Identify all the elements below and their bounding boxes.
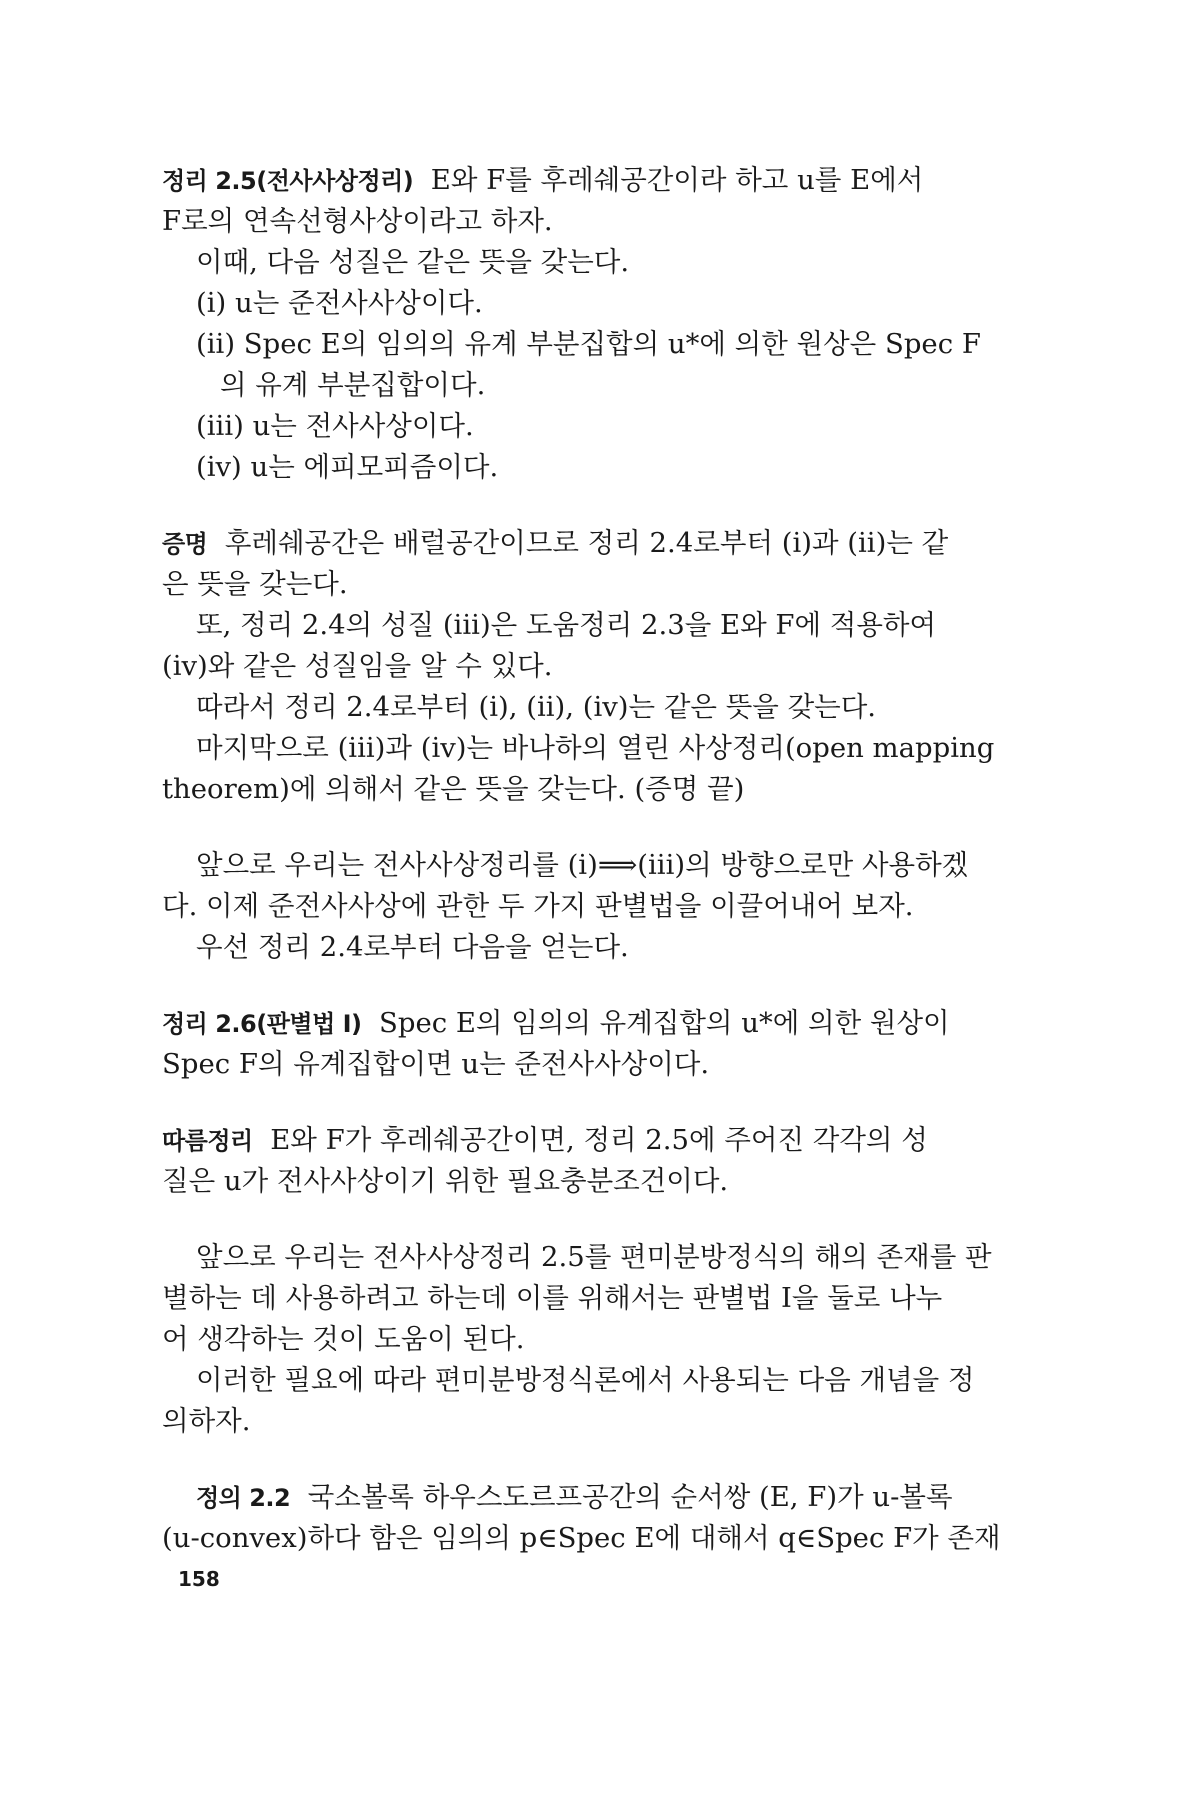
paragraph-2-line-1: 앞으로 우리는 전사사상정리 2.5를 편미분방정식의 해의 존재를 판 (196, 1241, 992, 1273)
spacer (162, 1442, 1035, 1477)
corollary-label: 따름정리 (162, 1127, 253, 1155)
theorem-2-5-line-3: 이때, 다음 성질은 같은 뜻을 갖는다. (196, 246, 630, 278)
definition-2-2-label: 정의 2.2 (196, 1484, 291, 1512)
proof-line-2: 은 뜻을 갖는다. (162, 568, 348, 600)
spacer (162, 1202, 1035, 1237)
paragraph-2-line-5: 의하자. (162, 1405, 251, 1437)
theorem-2-5-label: 정리 2.5(전사사상정리) (162, 167, 414, 195)
proof-label: 증명 (162, 530, 208, 558)
theorem-2-5-item-ii-cont: 의 유계 부분집합이다. (220, 369, 486, 401)
page-number: 158 (178, 1567, 220, 1591)
theorem-2-6-text: Spec E의 임의의 유계집합의 u*에 의한 원상이 (379, 1007, 950, 1039)
definition-2-2-line-2: (u-convex)하다 함은 임의의 p∈Spec E에 대해서 q∈Spec F가 존재 (162, 1522, 1001, 1554)
paragraph-2-line-3: 어 생각하는 것이 도움이 된다. (162, 1323, 525, 1355)
theorem-2-6-line-1 (162, 1003, 1035, 1044)
proof-text: 후레쉐공간은 배럴공간이므로 정리 2.4로부터 (i)과 (ii)는 같 (224, 527, 949, 559)
proof-line-5: 따라서 정리 2.4로부터 (i), (ii), (iv)는 같은 뜻을 갖는다. (196, 691, 877, 723)
proof-line-7: theorem)에 의해서 같은 뜻을 갖는다. (증명 끝) (162, 773, 745, 805)
proof-line-1 (162, 523, 1035, 564)
definition-2-2-line-1 (162, 1477, 1035, 1518)
theorem-2-6-line-2: Spec F의 유계집합이면 u는 준전사사상이다. (162, 1048, 710, 1080)
paragraph-1-line-1: 앞으로 우리는 전사사상정리를 (i)⟹(iii)의 방향으로만 사용하겠 (196, 849, 969, 881)
proof-line-6: 마지막으로 (iii)과 (iv)는 바나하의 열린 사상정리(open mapping (196, 732, 995, 764)
spacer (162, 810, 1035, 845)
theorem-2-5-item-iv: (iv) u는 에피모피즘이다. (196, 451, 499, 483)
theorem-2-5-line-2: F로의 연속선형사상이라고 하자. (162, 205, 553, 237)
theorem-2-5-line-1 (162, 160, 1035, 201)
paragraph-1-line-3: 우선 정리 2.4로부터 다음을 얻는다. (196, 931, 629, 963)
corollary-text: E와 F가 후레쉐공간이면, 정리 2.5에 주어진 각각의 성 (270, 1124, 928, 1156)
proof-line-4: (iv)와 같은 성질임을 알 수 있다. (162, 650, 553, 682)
paragraph-2-line-2: 별하는 데 사용하려고 하는데 이를 위해서는 판별법 I을 둘로 나누 (162, 1282, 943, 1314)
theorem-2-5-item-i: (i) u는 준전사사상이다. (196, 287, 483, 319)
spacer (162, 1085, 1035, 1120)
definition-2-2-text: 국소볼록 하우스도르프공간의 순서쌍 (E, F)가 u-볼록 (307, 1481, 953, 1513)
theorem-2-5-item-ii: (ii) Spec E의 임의의 유계 부분집합의 u*에 의한 원상은 Spec F (196, 328, 981, 360)
corollary-line-2: 질은 u가 전사사상이기 위한 필요충분조건이다. (162, 1165, 729, 1197)
spacer (162, 968, 1035, 1003)
proof-line-3: 또, 정리 2.4의 성질 (iii)은 도움정리 2.3을 E와 F에 적용하여 (196, 609, 937, 641)
paragraph-2-line-4: 이러한 필요에 따라 편미분방정식론에서 사용되는 다음 개념을 정 (196, 1364, 975, 1396)
spacer (162, 488, 1035, 523)
theorem-2-6-label: 정리 2.6(판별법 I) (162, 1010, 362, 1038)
theorem-2-5-text: E와 F를 후레쉐공간이라 하고 u를 E에서 (430, 164, 924, 196)
theorem-2-5-item-iii: (iii) u는 전사사상이다. (196, 410, 474, 442)
paragraph-1-line-2: 다. 이제 준전사사상에 관한 두 가지 판별법을 이끌어내어 보자. (162, 890, 914, 922)
corollary-line-1 (162, 1120, 1035, 1161)
